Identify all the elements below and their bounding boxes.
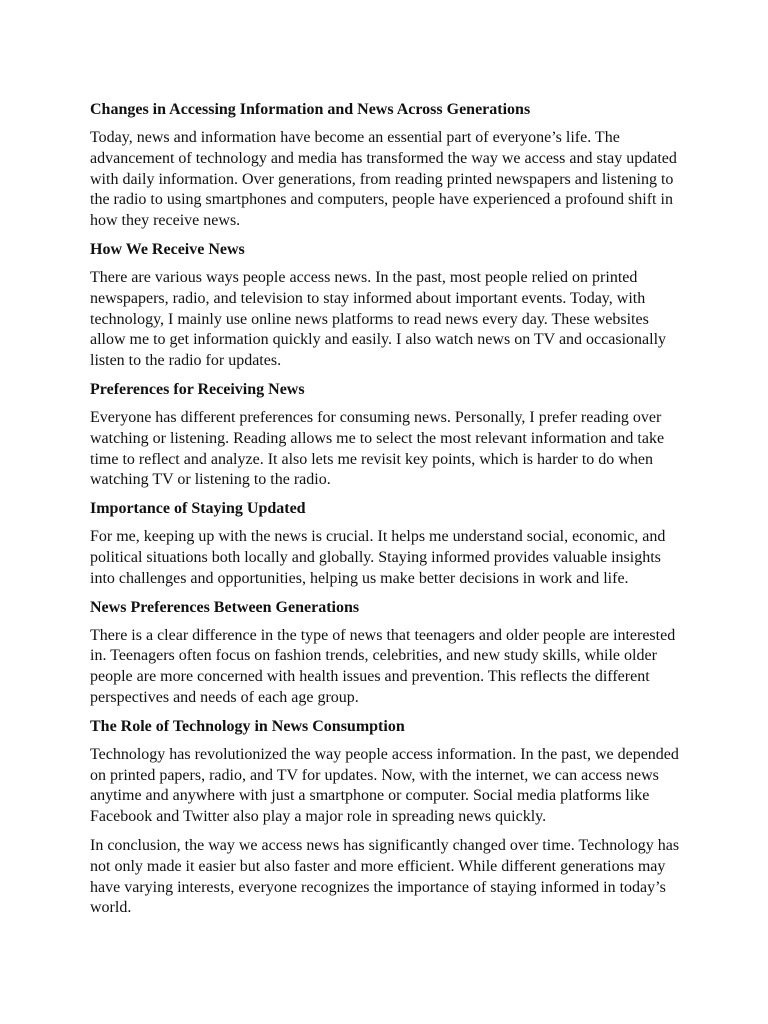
section-body-generations: There is a clear difference in the type of news that teenagers and older people are interested in. Teenagers often focus on fashion trends, celebrities, and new study skills, while older people are more concerned with health issues and prevention. This reflects the different perspectives and needs of each age group. [90, 626, 676, 706]
document-title: Changes in Accessing Information and News Across Generations [90, 101, 531, 118]
section-heading-how-we-receive-news: How We Receive News [90, 240, 245, 258]
conclusion-paragraph: In conclusion, the way we access news has significantly changed over time. Technology has not only made it easier but also faster and more efficient. While different generations may have varying interests, everyone recognizes the importance of staying informed in today’s world. [90, 836, 680, 917]
section-heading-importance: Importance of Staying Updated [90, 500, 306, 518]
section-body-how-we-receive-news: There are various ways people access news. In the past, most people relied on printed newspapers, radio, and television to stay informed about important events. Today, with technology, I mainly use online news platforms to read news every day. These websites allow me to get information quickly and easily. I also watch news on TV and occasionally listen to the radio for updates. [90, 268, 667, 370]
section-body-importance: For me, keeping up with the news is crucial. It helps me understand social, economic, and political situations both locally and globally. Staying informed provides valuable insights into challenges and opportunities, helping us make better decisions in work and life. [90, 528, 666, 587]
section-heading-preferences: Preferences for Receiving News [90, 380, 305, 398]
section-body-preferences: Everyone has different preferences for consuming news. Personally, I prefer reading over watching or listening. Reading allows me to select the most relevant information and take time to reflect and analyze. It also lets me revisit key points, which is harder to do when watching TV or listening to the radio. [90, 408, 665, 489]
section-heading-technology: The Role of Technology in News Consumption [90, 717, 405, 735]
document-page [90, 100, 682, 927]
intro-paragraph: Today, news and information have become an essential part of everyone’s life. The advancement of technology and media has transformed the way we access and stay updated with daily information. Over generations, from reading printed newspapers and listening to the radio to using smartphones and computers, people have experienced a profound shift in how they receive news. [90, 129, 677, 230]
section-heading-generations: News Preferences Between Generations [90, 598, 360, 616]
section-body-technology: Technology has revolutionized the way people access information. In the past, we depended on printed papers, radio, and TV for updates. Now, with the internet, we can access news anytime and anywhere with just a smartphone or computer. Social media platforms like Facebook and Twitter also play a major role in spreading news quickly. [90, 745, 679, 826]
